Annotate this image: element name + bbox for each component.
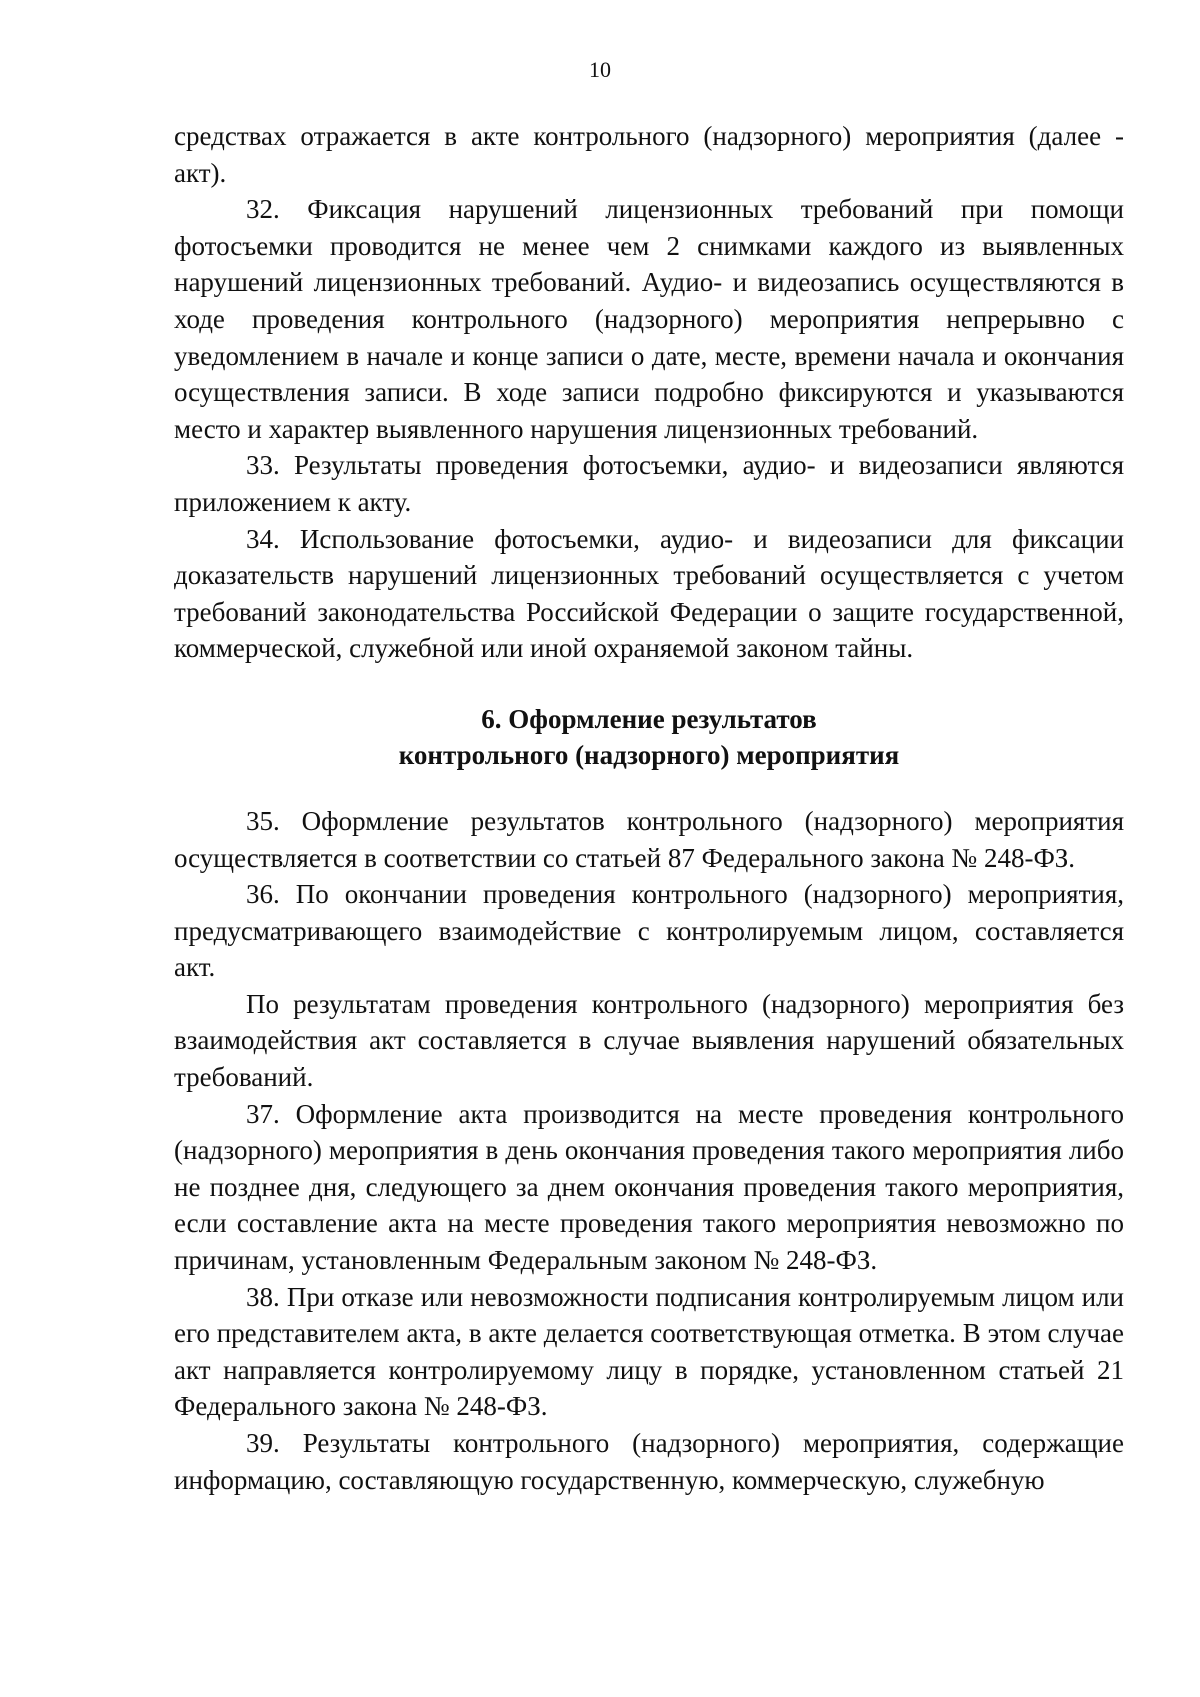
- paragraph-item-35: 35. Оформление результатов контрольного (надзорного) мероприятия осуществляется в соответствии со статьей 87 Федерального закона № 248-ФЗ.: [174, 805, 1124, 873]
- section-heading: [174, 701, 1124, 773]
- paragraph-item-36: 36. По окончании проведения контрольного (надзорного) мероприятия, предусматривающего взаимодействие с контролируемым лицом, составляется акт.: [174, 879, 1124, 983]
- paragraph-item-39: 39. Результаты контрольного (надзорного) мероприятия, содержащие информацию, составляющую государственную, коммерческую, служебную: [174, 1428, 1124, 1495]
- section-heading-line-1: 6. Оформление результатов: [481, 703, 817, 734]
- paragraph-item-34: 34. Использование фотосъемки, аудио- и видеозаписи для фиксации доказательств нарушений лицензионных требований осуществляется с учетом требований законодательства Российской Федерации о защите государственной, коммерческой, служебной или иной охраняемой законом тайны.: [174, 523, 1124, 664]
- paragraph-item-33: 33. Результаты проведения фотосъемки, аудио- и видеозаписи являются приложением к акту.: [174, 450, 1124, 517]
- paragraph-item-37: 37. Оформление акта производится на месте проведения контрольного (надзорного) мероприятия в день окончания проведения такого мероприятия либо не позднее дня, следующего за днем окончания проведения такого мероприятия, если составление акта на месте проведения такого мероприятия невозможно по причинам, установленным Федеральным законом № 248-ФЗ.: [174, 1098, 1124, 1276]
- paragraph-item-38: 38. При отказе или невозможности подписания контролируемым лицом или его представителем акта, в акте делается соответствующая отметка. В этом случае акт направляется контролируемому лицу в порядке, установленном статьей 21 Федерального закона № 248-ФЗ.: [174, 1281, 1124, 1422]
- section-heading-line-2: контрольного (надзорного) мероприятия: [398, 739, 900, 770]
- paragraph-item-32: 32. Фиксация нарушений лицензионных требований при помощи фотосъемки проводится не менее чем 2 снимками каждого из выявленных нарушений лицензионных требований. Аудио- и видеозапись осуществляются в ходе проведения контрольного (надзорного) мероприятия непрерывно с уведомлением в начале и конце записи о дате, месте, времени начала и окончания осуществления записи. В ходе записи подробно фиксируются и указываются место и характер выявленного нарушения лицензионных требований.: [174, 194, 1124, 444]
- paragraph-item-36-continued: По результатам проведения контрольного (надзорного) мероприятия без взаимодействия акт составляется в случае выявления нарушений обязательных требований.: [174, 988, 1124, 1093]
- document-body: [174, 118, 1124, 1498]
- paragraph-continuation: средствах отражается в акте контрольного (надзорного) мероприятия (далее - акт).: [174, 121, 1124, 188]
- page-number: 10: [589, 57, 611, 82]
